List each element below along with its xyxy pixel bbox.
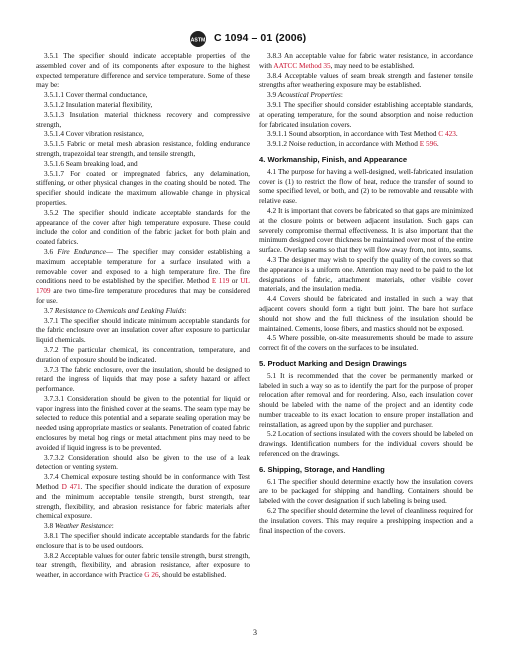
paragraph-4-1: 4.1 The purpose for having a well-designed, well-fabricated insulation cover is (1) to restrict the flow of heat, reduce the transfer of sound to some specified level, or both, and (2) to be removable and reusable with relative ease. (259, 167, 473, 206)
paragraph-3-7-3-2: 3.7.3.2 Consideration should also be given to the use of a leak detection or venting system. (36, 453, 250, 472)
paragraph-3-8 (36, 522, 250, 532)
paragraph-3-7-2: 3.7.2 The particular chemical, its concentration, temperature, and duration of exposure should be indicated. (36, 345, 250, 364)
paragraph-text: , should be established. (158, 571, 227, 580)
document-designation: C 1094 – 01 (2006) (214, 32, 307, 44)
paragraph-text: : (340, 91, 343, 100)
paragraph-text: . (455, 130, 458, 139)
svg-text:ASTM: ASTM (190, 37, 206, 44)
section-number: 3.7 (44, 306, 54, 315)
paragraph-6-2: 6.2 The specifier should determine the level of cleanliness required for the insulation covers. This may require a preshipping inspection and a final inspection of the covers. (259, 507, 473, 535)
paragraph-3-9-1: 3.9.1 The specifier should consider establishing acceptable standards, at operating temperature, for the sound absorption and noise reduction for fabricated insulation covers. (259, 100, 473, 129)
reference-link-g26[interactable]: G 26 (144, 571, 159, 580)
section-title: Weather Resistance (54, 522, 112, 531)
section-title: Resistance to Chemicals and Leaking Fluids (54, 306, 185, 315)
paragraph-3-5-1-3: 3.5.1.3 Insulation material thickness recovery and compressive strength, (36, 110, 250, 129)
reference-link-aatcc35[interactable]: AATCC Method 35 (273, 61, 331, 70)
reference-link-e596[interactable]: E 596 (419, 140, 437, 149)
paragraph-text: 3.9.1.2 Noise reduction, in accordance with Method (267, 140, 418, 149)
section-heading-6: 6. Shipping, Storage, and Handling (259, 464, 385, 474)
reference-link-e119[interactable]: E 119 (211, 277, 230, 286)
paragraph-text: 3.8.2 Acceptable values for outer fabric tensile strength, burst strength, tear strength, flexibility, and abrasion resistance, after exposure to weather, in accordance with Practice (36, 551, 250, 580)
paragraph-5-1: 5.1 It is recommended that the cover be permanently marked or labeled in such a way so as to identify the part for the purpose of proper relocation after removal and for reordering. Also, each insulation cover should be labeled with the name of the project and an identity code number traceable to its exact location to ensure proper installation and reinstallation, as agreed upon by the supplier and purchaser. (259, 371, 473, 429)
left-column (36, 52, 250, 581)
section-heading-5: 5. Product Marking and Design Drawings (259, 358, 407, 368)
paragraph-text: : (111, 522, 114, 531)
paragraph-text: — The specifier may consider establishing a maximum acceptable temperature for a surface insulated with a removable cover and exposed to a high temperature fire. The fire conditions need to be established by the specifier. Method (36, 247, 250, 286)
paragraph-4-5: 4.5 Where possible, on-site measurements should be made to assure correct fit of the covers on the surfaces to be insulated. (259, 334, 473, 353)
paragraph-3-7-3-1: 3.7.3.1 Consideration should be given to the potential for liquid or vapor ingress into the finished cover at the seams. The seam type may be selected to reduce this potential and a separate sealing operation may be needed using appropriate mastics or sealants. Penetration of coated fabric enclosures by metal hog rings or metal attachment pins may need to be avoided if liquid ingress is to be prevented. (36, 394, 250, 452)
paragraph-3-7-4 (36, 473, 250, 522)
reference-link-d471[interactable]: D 471 (61, 483, 81, 492)
section-title: Fire Endurance (57, 247, 106, 256)
paragraph-3-8-2 (36, 552, 250, 581)
section-number: 3.6 (44, 247, 54, 256)
page-number: 3 (253, 628, 257, 637)
paragraph-4-4: 4.4 Covers should be fabricated and installed in such a way that adjacent covers should form a tight butt joint. The bare hot surface should not show and the full thickness of the insulation should be maintained. Cements, loose fibers, and mastics should not be exposed. (259, 295, 473, 333)
paragraph-text: 3.9.1.1 Sound absorption, in accordance with Test Method (267, 130, 437, 139)
paragraph-3-5-1-4: 3.5.1.4 Cover vibration resistance, (44, 130, 144, 139)
paragraph-text: 3.8.3 An acceptable value for fabric water resistance, in accordance with (259, 52, 473, 70)
paragraph-text: are two time-fire temperature procedures that may be considered for use. (36, 287, 250, 305)
paragraph-3-5-1-5: 3.5.1.5 Fabric or metal mesh abrasion resistance, folding endurance strength, trapezoidal tear strength, and tensile strength, (36, 140, 250, 158)
paragraph-3-7 (36, 307, 250, 317)
page-header (0, 30, 510, 50)
paragraph-3-8-1: 3.8.1 The specifier should indicate acceptable standards for the fabric enclosure that is to be used outdoors. (36, 532, 250, 550)
paragraph-3-9-1-1 (259, 130, 473, 140)
paragraph-3-7-3: 3.7.3 The fabric enclosure, over the insulation, should be designed to retard the ingress of liquids that may pose a safety hazard or affect performance. (36, 365, 250, 394)
astm-logo-icon (188, 30, 208, 48)
section-number: 3.8 (44, 522, 54, 531)
paragraph-6-1: 6.1 The specifier should determine exactly how the insulation covers are to be packaged for shipping and handling. Containers should be labeled with the cover designation if such labeling is being used. (259, 477, 473, 506)
paragraph-3-5-1-2: 3.5.1.2 Insulation material flexibility, (44, 100, 153, 109)
paragraph-4-3: 4.3 The designer may wish to specify the quality of the covers so that the appearance is a uniform one. Attention may need to be paid to the lot designations of fabric, attachment materials, other visible cover materials, and the insulation media. (259, 255, 473, 294)
reference-link-c423[interactable]: C 423 (438, 130, 456, 139)
paragraph-3-5-1-7: 3.5.1.7 For coated or impregnated fabrics, any delamination, stiffening, or other physical changes in the coating should be noted. The specifier should indicate the maximum allowable change in physical properties. (36, 169, 250, 207)
paragraph-text: 3.7.4 Chemical exposure testing should be in conformance with Test Method (36, 473, 250, 492)
paragraph-3-8-3 (259, 52, 473, 72)
paragraph-4-2: 4.2 It is important that covers be fabricated so that gaps are minimized at the closure points or between adjacent insulation. Such gaps can severely compromise thermal effectiveness. It is also important that the minimum designed cover thickness be maintained over most of the entire surface. Overlap seams so that they will flow away from, not into, seams. (259, 206, 473, 255)
paragraph-text: or (231, 277, 238, 286)
paragraph-3-5-1: 3.5.1 The specifier should indicate acceptable properties of the assembled cover and of its components after exposure to the highest expected temperature difference and service temperature. Some of these may be: (36, 52, 250, 90)
section-heading-4: 4. Workmanship, Finish, and Appearance (259, 154, 408, 164)
paragraph-5-2: 5.2 Location of sections insulated with the covers should be labeled on drawings. Identification numbers for the individual covers should be referenced on the drawings. (259, 430, 473, 459)
paragraph-3-5-2: 3.5.2 The specifier should indicate acceptable standards for the appearance of the cover after high temperature exposure. These could include the color and condition of the fabric jacket for both plain and coated fabrics. (36, 208, 250, 247)
paragraph-3-7-1: 3.7.1 The specifier should indicate minimum acceptable standards for the fabric enclosure over an insulation cover after exposure to particular liquid chemicals. (36, 316, 250, 345)
right-column (259, 52, 473, 536)
section-title: Acoustical Properties (277, 91, 341, 100)
paragraph-text: , may need to be established. (330, 61, 415, 70)
section-number: 3.9 (267, 91, 277, 100)
paragraph-3-9 (259, 91, 473, 101)
paragraph-3-9-1-2 (259, 140, 473, 150)
paragraph-3-6 (36, 248, 250, 307)
paragraph-text: . (436, 140, 439, 149)
paragraph-text: : (184, 306, 187, 315)
paragraph-3-5-1-6: 3.5.1.6 Seam breaking load, and (44, 159, 138, 168)
reference-link-ul1709[interactable]: UL 1709 (36, 277, 250, 296)
paragraph-3-5-1-1: 3.5.1.1 Cover thermal conductance, (44, 91, 148, 100)
paragraph-text: . The specifier should indicate the duration of exposure and the minimum acceptable tensile strength, burst strength, tear strength, flexibility, and abrasion resistance for fabric materials after chemical exposure. (36, 483, 250, 521)
paragraph-3-8-4: 3.8.4 Acceptable values of seam break strength and fastener tensile strengths after weathering exposure may be established. (259, 71, 473, 90)
